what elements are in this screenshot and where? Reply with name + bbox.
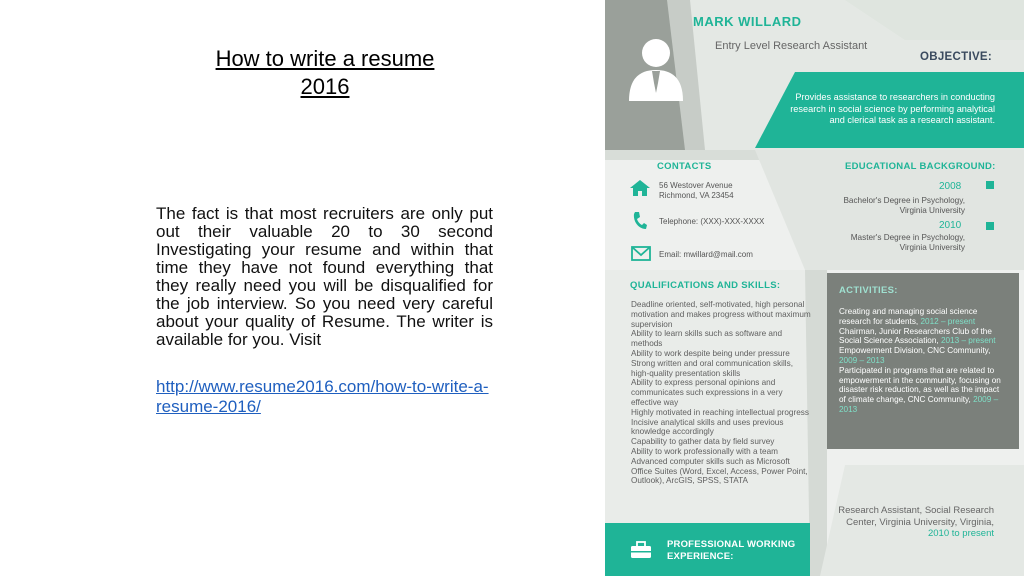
activity-date: 2009 – 2013 [839, 355, 885, 365]
degree-line: Virginia University [899, 243, 965, 252]
qualifications-label: QUALIFICATIONS AND SKILLS: [630, 280, 781, 291]
experience-label-line: EXPERIENCE: [667, 550, 734, 562]
activity-item [839, 366, 1007, 415]
education-label: EDUCATIONAL BACKGROUND: [845, 161, 996, 172]
degree-line: Bachelor's Degree in Psychology, [843, 196, 965, 205]
activity-item [839, 346, 1007, 366]
bullet-square [986, 222, 994, 230]
slide-body-text: The fact is that most recruiters are only put out their valuable 20 to 30 second Investigating your resume and within that time they have not found everything that they really need you will be disqualified for the job interview. So you need very careful about your quality of Resume. The writer is available for you. Visit [156, 204, 493, 349]
activity-date: 2012 – present [920, 316, 976, 326]
activities-list [839, 307, 1007, 415]
degree-line: Master's Degree in Psychology, [850, 233, 965, 242]
slide-title-line2: 2016 [300, 74, 350, 99]
qualification-item: Ability to work despite being under pressure [631, 348, 790, 358]
resume-name: MARK WILLARD [693, 14, 802, 29]
job-entry [835, 505, 994, 540]
qualification-item: Strong written and oral communication skills, high-quality presentation skills [631, 358, 793, 378]
education-degree [805, 233, 965, 253]
avatar-icon [627, 33, 685, 101]
job-title: Research Assistant, Social Research [838, 505, 994, 516]
education-degree [805, 196, 965, 216]
activity-date: 2013 – present [940, 336, 996, 346]
phone-icon [632, 211, 648, 231]
job-org: Center, Virginia University, Virginia, [846, 516, 994, 528]
slide-title-line1: How to write a resume [215, 46, 435, 71]
briefcase-icon [630, 541, 652, 559]
qualification-item: Advanced computer skills such as Microsoft Office Suites (Word, Excel, Access, Power Point, Outlook), ArcGIS, SPSS, STATA [631, 456, 808, 486]
activity-text: Participated in programs that are related to empowerment in the community, focusing on disaster risk reduction, as well as the impact of climate change, CNC Community, [839, 365, 1001, 405]
qualification-item: Highly motivated in reaching intellectual progress [631, 407, 809, 417]
address-line2: Richmond, VA 23454 [659, 191, 734, 200]
qualification-item: Ability to express personal opinions and communicates such expressions in a very effective way [631, 378, 783, 407]
resume-role: Entry Level Research Assistant [715, 40, 868, 52]
email: Email: mwillard@mail.com [659, 250, 753, 259]
activity-item [839, 307, 1007, 327]
experience-label [667, 539, 795, 562]
qualification-item: Ability to learn skills such as software and methods [631, 329, 783, 349]
education-year: 2008 [939, 181, 962, 192]
qualification-item: Incisive analytical skills and uses previous knowledge accordingly [631, 417, 784, 437]
activity-text: Creating and managing social science research for students, [839, 307, 978, 326]
education-year: 2010 [939, 220, 962, 231]
qualification-item: Capability to gather data by field survey [631, 437, 775, 447]
qualification-item: Ability to work professionally with a team [631, 446, 778, 456]
bullet-square [986, 181, 994, 189]
resume-image [605, 0, 1024, 576]
mail-icon [631, 246, 651, 261]
experience-label-line: PROFESSIONAL WORKING [667, 539, 796, 550]
activity-date: 2009 – 2013 [839, 395, 999, 414]
activity-text: Chairman, Junior Researchers Club of the Social Science Association, [839, 326, 992, 346]
home-icon [629, 179, 651, 197]
resume-link[interactable]: http://www.resume2016.com/how-to-write-a-resume-2016/ [156, 377, 489, 416]
degree-line: Virginia University [899, 206, 965, 215]
qualifications-list [631, 300, 813, 486]
contacts-label: CONTACTS [657, 161, 712, 172]
objective-text: Provides assistance to researchers in conducting research in social science by performing analytical and clerical task as a research assistant. [790, 92, 995, 126]
activity-text: Empowerment Division, CNC Community, [839, 346, 991, 356]
activity-item [839, 327, 1007, 347]
telephone: Telephone: (XXX)-XXX-XXXX [659, 217, 765, 226]
activities-label: ACTIVITIES: [839, 285, 898, 296]
qualification-item: Deadline oriented, self-motivated, high personal motivation and makes progress without maximum supervision [631, 300, 811, 329]
address [659, 181, 734, 201]
objective-label: OBJECTIVE: [920, 51, 993, 63]
job-dates: 2010 to present [927, 528, 994, 539]
slide-title [130, 45, 520, 101]
address-line1: 56 Westover Avenue [659, 181, 733, 190]
